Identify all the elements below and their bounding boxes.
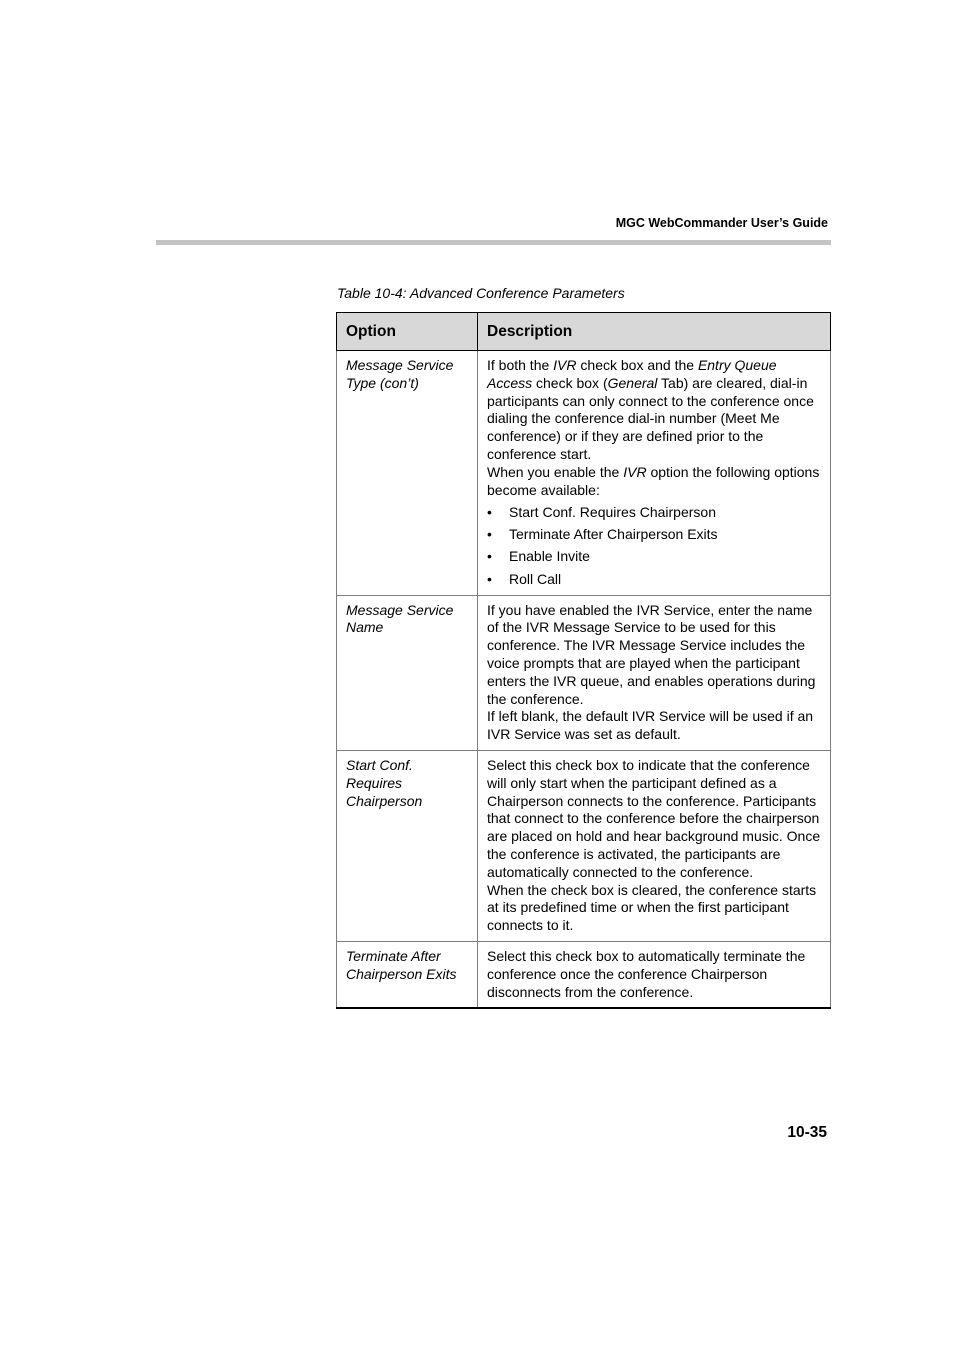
table-row <box>337 595 831 750</box>
bullet-item: • Enable Invite <box>487 548 821 566</box>
running-header-title: MGC WebCommander User’s Guide <box>615 216 828 230</box>
description-cell <box>478 595 831 750</box>
description-cell <box>478 750 831 941</box>
bullet-item: • Start Conf. Requires Chairperson <box>487 504 821 522</box>
option-bullet-list <box>487 504 821 589</box>
column-header-option: Option <box>337 313 478 351</box>
table-header-row <box>337 313 831 351</box>
description-paragraph: Select this check box to automatically terminate the conference once the conference Chairperson disconnects from the conference. <box>487 947 806 1000</box>
description-paragraph: When the check box is cleared, the conference starts at its predefined time or when the first participant connects to it. <box>487 881 817 934</box>
option-cell: Message Service Name <box>337 595 478 750</box>
option-cell: Terminate After Chairperson Exits <box>337 941 478 1008</box>
option-cell: Start Conf. Requires Chairperson <box>337 750 478 941</box>
description-paragraph: If you have enabled the IVR Service, enter the name of the IVR Message Service to be used for this conference. The IVR Message Service includes the voice prompts that are played when the participant enters the IVR queue, and enables operations during the conference. <box>487 601 816 707</box>
table-row <box>337 750 831 941</box>
description-cell <box>478 941 831 1008</box>
bullet-item: • Roll Call <box>487 571 821 589</box>
description-paragraph: If both the IVR check box and the Entry Queue Access check box (General Tab) are cleared, dial-in participants can only connect to the conference once dialing the conference dial-in number (Meet Me conference) or if they are defined prior to the conference start. <box>487 357 814 462</box>
description-paragraph: If left blank, the default IVR Service will be used if an IVR Service was set as default. <box>487 708 814 743</box>
option-cell: Message Service Type (con’t) <box>337 351 478 596</box>
bullet-item: • Terminate After Chairperson Exits <box>487 526 821 544</box>
description-cell <box>478 351 831 596</box>
table-row <box>337 941 831 1008</box>
table-caption: Table 10-4: Advanced Conference Parameters <box>337 285 625 301</box>
description-paragraph: When you enable the IVR option the following options become available: <box>487 463 820 498</box>
column-header-description: Description <box>478 313 831 351</box>
table-row <box>337 351 831 596</box>
advanced-conference-parameters-table <box>336 312 831 1009</box>
header-rule <box>156 240 831 245</box>
description-paragraph: Select this check box to indicate that the conference will only start when the participant defined as a Chairperson connects to the conference. Participants that connect to the conference before the chairperson are placed on hold and hear background music. Once the conference is activated, the participants are automatically connected to the conference. <box>487 756 821 880</box>
page-number: 10-35 <box>787 1124 827 1141</box>
